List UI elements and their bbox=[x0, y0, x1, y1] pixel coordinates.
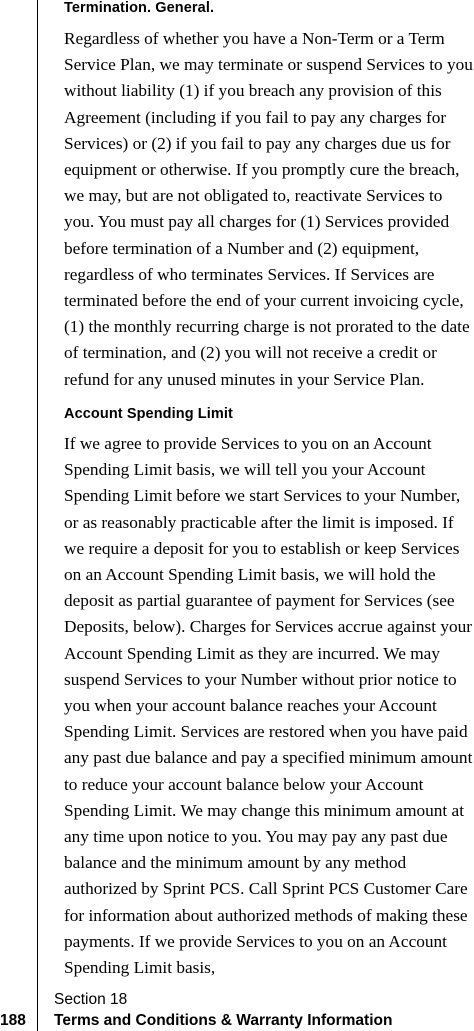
footer-section-label: Section 18 bbox=[54, 991, 128, 1008]
section-body-termination: Regardless of whether you have a Non-Term or a Term Service Plan, we may terminate or suspend Services to you without liability (1) if you breach any provision of this Agreement (including if you fail to pay any charges for Services) or (2) if you fail to pay any charges due us for equipment or otherwise. If you promptly cure the breach, we may, but are not obligated to, reactivate Services to you. You must pay all charges for (1) Services provided before termination of a Number and (2) equipment, regardless of who terminates Services. If Services are terminated before the end of your current invoicing cycle, (1) the monthly recurring charge is not prorated to the date of termination, and (2) you will not receive a credit or refund for any unused minutes in your Service Plan. bbox=[64, 29, 473, 389]
margin-rule bbox=[37, 0, 38, 1031]
section-body-account-spending-limit: If we agree to provide Services to you on an Account Spending Limit basis, we will tell you your Account Spending Limit before we start Services to your Number, or as reasonably practicable after the limit is imposed. If we require a deposit for you to establish or keep Services on an Account Spending Limit basis, we will hold the deposit as partial guarantee of payment for Services (see Deposits, below). Charges for Services accrue against your Account Spending Limit as they are incurred. We may suspend Services to your Number without prior notice to you when your account balance reaches your Account Spending Limit. Services are restored when you have paid any past due balance and pay a specified minimum amount to reduce your account balance below your Account Spending Limit. We may change this minimum amount at any time upon notice to you. You may pay any past due balance and the minimum amount by any method authorized by Sprint PCS. Call Sprint PCS Customer Care for information about authorized methods of making these payments. If we provide Services to you on an Account Spending Limit basis, bbox=[64, 434, 473, 978]
footer-page-number: 188 bbox=[0, 1012, 26, 1029]
section-heading-account-spending-limit: Account Spending Limit bbox=[64, 406, 233, 422]
footer-chapter-title: Terms and Conditions & Warranty Information bbox=[54, 1012, 393, 1029]
section-heading-termination: Termination. General. bbox=[64, 0, 215, 16]
